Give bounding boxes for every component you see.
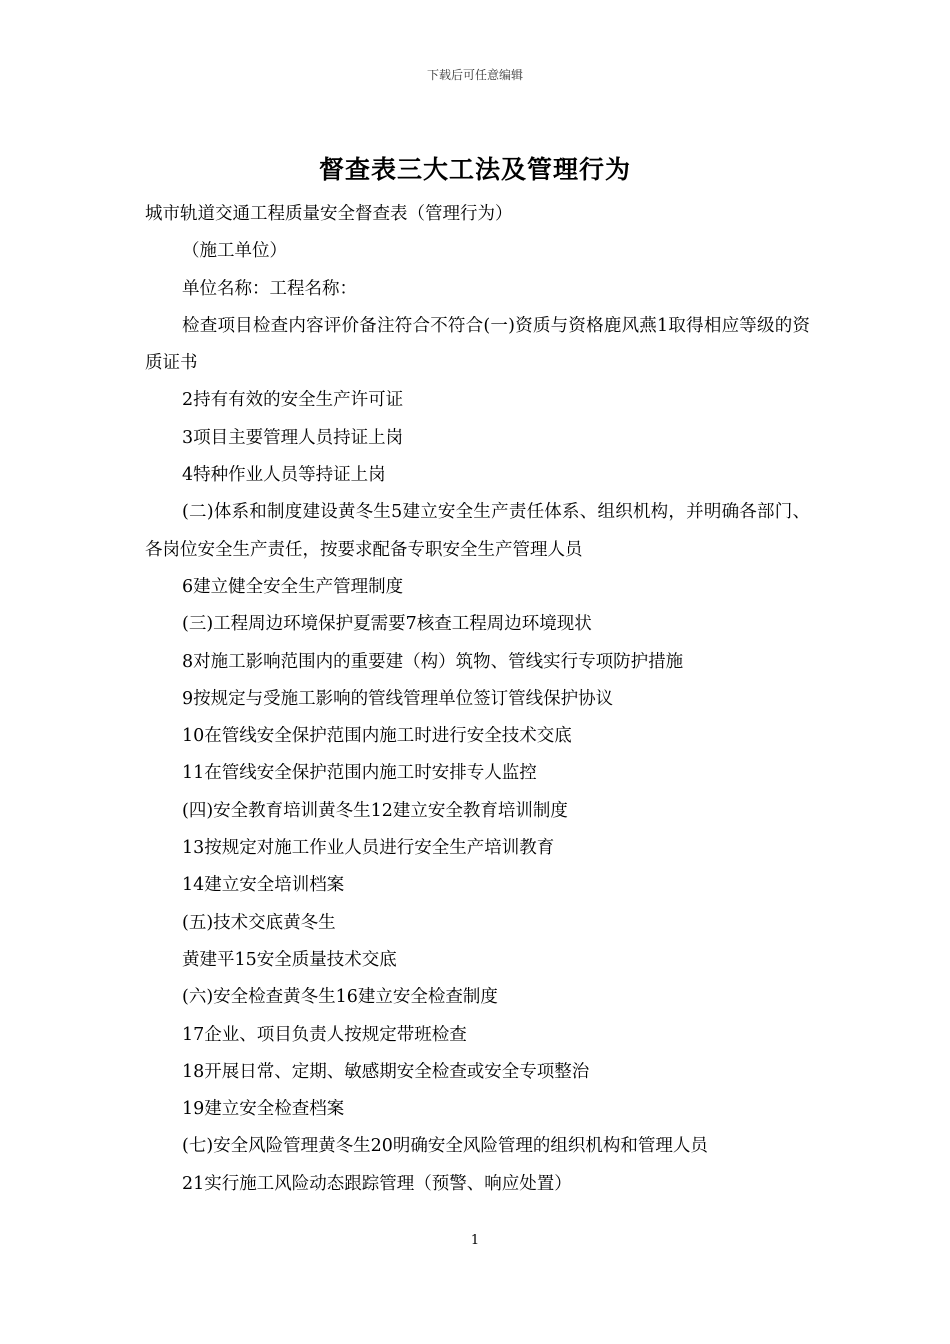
paragraph: 检查项目检查内容评价备注符合不符合(一)资质与资格鹿风燕1取得相应等级的资质证书 xyxy=(145,315,810,374)
paragraph: 14建立安全培训档案 xyxy=(182,875,345,896)
paragraph: 单位名称：工程名称： xyxy=(182,278,357,299)
document-title: 督查表三大工法及管理行为 xyxy=(318,155,631,184)
paragraph: (七)安全风险管理黄冬生20明确安全风险管理的组织机构和管理人员 xyxy=(182,1136,708,1157)
paragraph: 13按规定对施工作业人员进行安全生产培训教育 xyxy=(182,838,555,859)
page-number: 1 xyxy=(470,1233,480,1248)
paragraph: 2持有有效的安全生产许可证 xyxy=(182,390,404,411)
paragraph: 19建立安全检查档案 xyxy=(182,1099,345,1120)
header-note: 下载后可任意编辑 xyxy=(426,68,523,82)
paragraph: 18开展日常、定期、敏感期安全检查或安全专项整治 xyxy=(182,1061,590,1082)
paragraph: 3项目主要管理人员持证上岗 xyxy=(182,427,404,448)
paragraph: (二)体系和制度建设黄冬生5建立安全生产责任体系、组织机构，并明确各部门、各岗位安全生产责任，按要求配备专职安全生产管理人员 xyxy=(145,502,810,560)
paragraph: 17企业、项目负责人按规定带班检查 xyxy=(182,1024,467,1045)
paragraph: 城市轨道交通工程质量安全督查表（管理行为） xyxy=(145,204,513,224)
paragraph: (四)安全教育培训黄冬生12建立安全教育培训制度 xyxy=(182,800,568,821)
paragraph: 10在管线安全保护范围内施工时进行安全技术交底 xyxy=(182,726,572,747)
paragraph: 9按规定与受施工影响的管线管理单位签订管线保护协议 xyxy=(182,688,614,709)
paragraph: (六)安全检查黄冬生16建立安全检查制度 xyxy=(182,987,498,1008)
paragraph: 4特种作业人员等持证上岗 xyxy=(182,465,386,486)
document-body xyxy=(145,196,810,1203)
paragraph: (三)工程周边环境保护夏需要7核查工程周边环境现状 xyxy=(182,614,592,635)
paragraph: (五)技术交底黄冬生 xyxy=(182,912,336,933)
paragraph: 6建立健全安全生产管理制度 xyxy=(182,576,404,597)
paragraph: 8对施工影响范围内的重要建（构）筑物、管线实行专项防护措施 xyxy=(182,651,684,672)
paragraph: 黄建平15安全质量技术交底 xyxy=(182,949,397,970)
paragraph: 21实行施工风险动态跟踪管理（预警、响应处置） xyxy=(182,1173,572,1194)
paragraph: （施工单位） xyxy=(182,241,287,262)
paragraph: 11在管线安全保护范围内施工时安排专人监控 xyxy=(182,763,537,784)
